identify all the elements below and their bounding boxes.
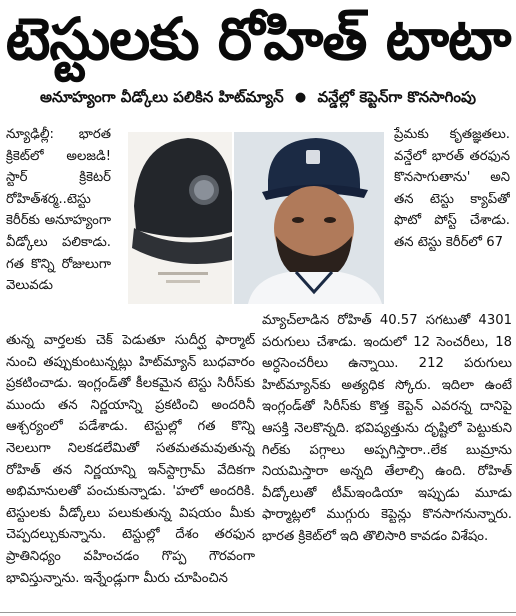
article-column-right xyxy=(394,124,510,254)
bullet-icon: ● xyxy=(294,90,307,105)
photo-illustration xyxy=(128,132,384,304)
article-column-bottom-left xyxy=(6,330,255,589)
page-divider xyxy=(0,612,516,613)
paragraph-intro: న్యూఢిల్లీ: భారత క్రికెట్‌లో అలజడి! స్టార్ క్రికెటర్ రోహిత్‌శర్మ..టెస్టు కెరీర్‌కు అనూహ్యంగా వీడ్కోలు పలికాడు. గత కొన్ని రోజులుగా వెలువడు xyxy=(6,127,111,294)
subhead-right: వన్డేల్లో కెప్టెన్‌గా కొనసాగింపు xyxy=(317,88,476,106)
paragraph-announcement: తున్న వార్తలకు చెక్ పెడుతూ సుదీర్ఘ ఫార్మాట్ నుంచి తప్పుకుంటున్నట్లు హిట్‌మ్యాన్ బుధవారం ప్రకటించాడు. ఇంగ్లండ్‌తో కీలకమైన టెస్టు సిరీస్‌కు ముందు తన నిర్ణయాన్ని ప్రకటించి అందరినీ ఆశ్చర్యంలో పడేశాడు. టెస్టుల్లో గత కొన్ని నెలలుగా నిలకడలేమితో సతమతమవుతున్న రోహిత్ తన నిర్ణయాన్ని ఇన్‌స్టాగ్రామ్ వేదికగా అభిమానులతో పంచుకున్నాడు. 'హలో అందరికి. టెస్టులకు వీడ్కోలు పలుకుతున్న విషయం మీకు చెప్పదల్చుకున్నాను. టెస్టుల్లో దేశం తరఫున ప్రాతినిధ్యం వహించడం గొప్ప గౌరవంగా భావిస్తున్నాను. ఇన్నేండ్లుగా మీరు చూపించిన xyxy=(6,333,255,586)
headline: టెస్టులకు రోహిత్ టాటా xyxy=(5,5,511,73)
article-column-left xyxy=(6,124,111,297)
paragraph-quote-end: ప్రేమకు కృతజ్ఞతలు. వన్డేలో భారత్ తరఫున కొనసాగుతాను' అని తన టెస్టు క్యాప్‌తో ఫొటో పోస్ట్ చేశాడు. తన టెస్టు కెరీర్‌లో 67 xyxy=(394,127,510,250)
paragraph-stats: మ్యాచ్‌లాడిన రోహిత్ 40.57 సగటుతో 4301 పరుగులు చేశాడు. ఇందులో 12 సెంచరీలు, 18 అర్ధసెంచరీలు ఉన్నాయి. 212 పరుగులు హిట్‌మ్యాన్‌కు అత్యధిక స్కోరు. ఇదిలా ఉంటే ఇంగ్లండ్‌తో సిరీస్‌కు కొత్త కెప్టెన్ ఎవరన్న దానిపై ఆసక్తి నెలకొన్నది. భవిష్యత్తును దృష్టిలో పెట్టుకుని గిల్‌కు పగ్గాలు అప్పగిస్తారా..లేక బుమ్రాను నియమిస్తారా అన్నది తేలాల్సి ఉంది. రోహిత్ వీడ్కోలుతో టీమ్‌ఇండియా ఇప్పుడు మూడు ఫార్మాట్లలో ముగ్గురు కెప్టెన్లు కొనసాగనున్నారు. భారత క్రికెట్‌లో ఇది తొలిసారి కావడం విశేషం. xyxy=(262,313,512,544)
article-column-bottom-right xyxy=(262,310,512,548)
subheadline xyxy=(0,84,516,110)
subhead-left: అనూహ్యంగా వీడ్కోలు పలికిన హిట్‌మ్యాన్ xyxy=(40,88,284,106)
article-photo xyxy=(128,132,384,304)
